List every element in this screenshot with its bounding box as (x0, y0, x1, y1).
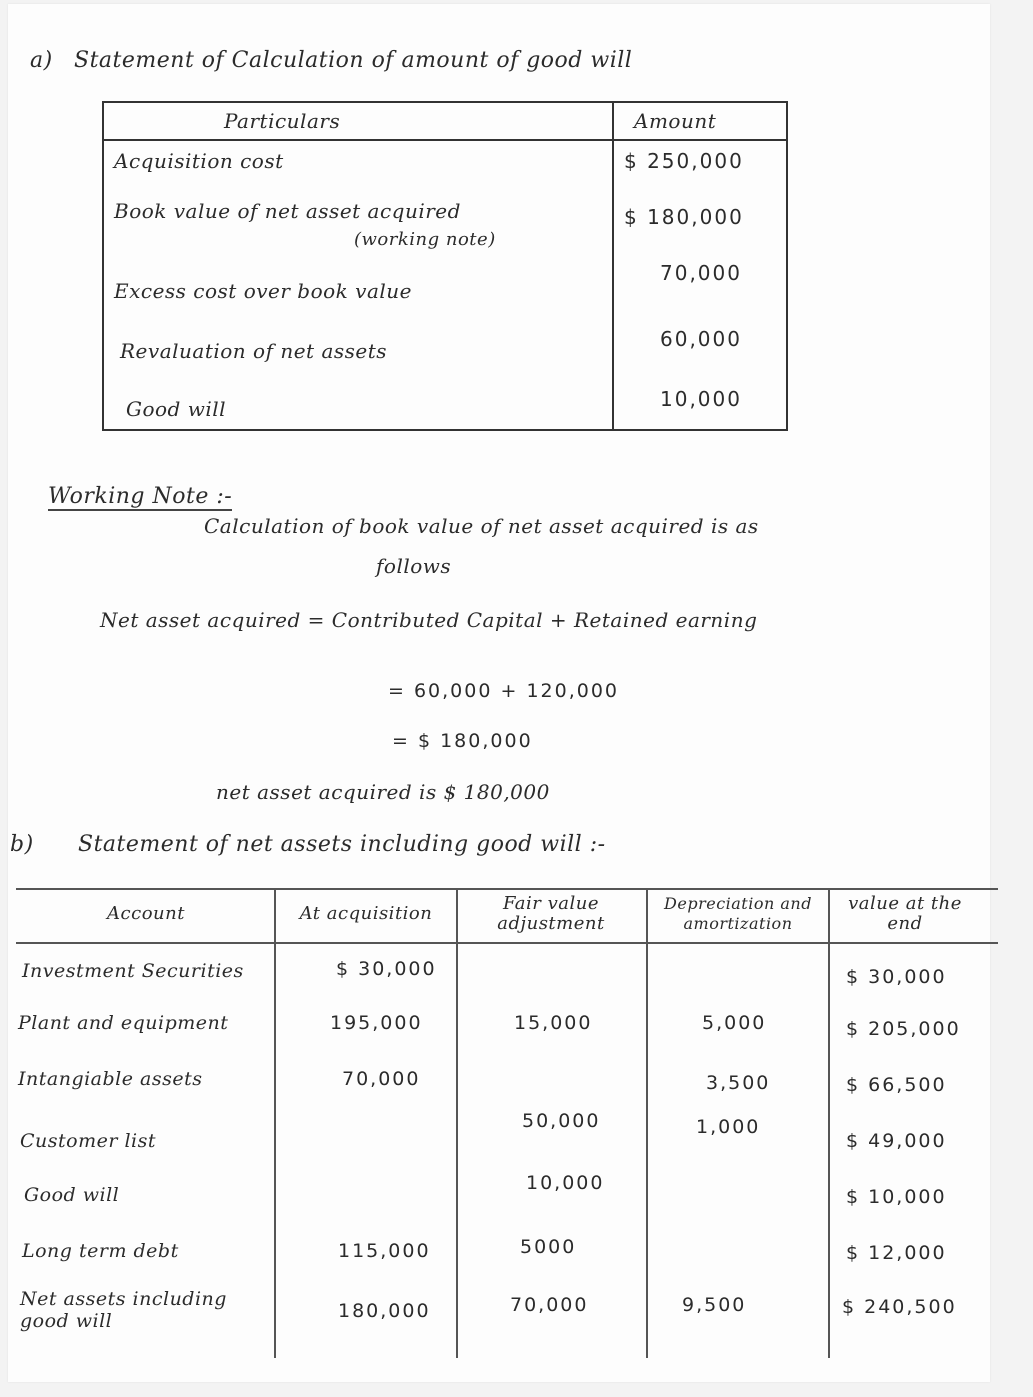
row-particular: Revaluation of net assets (120, 339, 388, 363)
row-end: $ 49,000 (846, 1130, 947, 1152)
row-acq: 115,000 (338, 1240, 431, 1262)
section-a-title: Statement of Calculation of amount of good will (74, 48, 633, 73)
row-end: $ 205,000 (846, 1018, 961, 1040)
row-end: $ 66,500 (846, 1074, 947, 1096)
row-amount: $ 180,000 (624, 205, 744, 229)
header-particulars: Particulars (224, 109, 341, 133)
row-fair: 70,000 (510, 1294, 589, 1316)
row-end: $ 12,000 (846, 1242, 947, 1264)
row-acq: $ 30,000 (336, 958, 437, 980)
row-account: Plant and equipment (18, 1012, 229, 1034)
row-account: Good will (24, 1184, 120, 1206)
row-account: Net assets including good will (20, 1288, 227, 1332)
working-note-step1: = 60,000 + 120,000 (388, 680, 620, 702)
working-note-conclusion: net asset acquired is $ 180,000 (216, 780, 550, 804)
goodwill-table (102, 101, 788, 431)
working-note-line2: follows (376, 554, 452, 578)
row-particular: Good will (126, 397, 227, 421)
header-account: Account (107, 903, 185, 924)
working-note-line1: Calculation of book value of net asset acquired is as (204, 514, 759, 538)
row-account: Customer list (20, 1130, 157, 1152)
row-account: Long term debt (22, 1240, 179, 1262)
row-amount: 60,000 (660, 327, 742, 351)
row-fair: 10,000 (526, 1172, 605, 1194)
row-end: $ 30,000 (846, 966, 947, 988)
row-acq: 70,000 (342, 1068, 421, 1090)
header-depreciation: Depreciation and amortization (664, 894, 812, 933)
section-b-title: Statement of net assets including good will :- (78, 832, 606, 857)
row-end: $ 10,000 (846, 1186, 947, 1208)
header-fair-value: Fair value adjustment (497, 893, 605, 934)
row-acq: 180,000 (338, 1300, 431, 1322)
row-dep: 1,000 (696, 1116, 761, 1138)
header-amount: Amount (634, 109, 717, 133)
row-fair: 5000 (520, 1236, 577, 1258)
net-assets-table (16, 888, 998, 1358)
section-a-label: a) (30, 48, 53, 73)
row-amount: $ 250,000 (624, 149, 744, 173)
row-particular: Book value of net asset acquired (114, 199, 461, 223)
header-value-end: value at the end (848, 893, 962, 934)
working-note-heading: Working Note :- (48, 484, 233, 509)
row-amount: 10,000 (660, 387, 742, 411)
row-note: (working note) (354, 229, 496, 250)
row-account: Investment Securities (22, 960, 244, 982)
row-particular: Acquisition cost (114, 149, 284, 173)
row-end: $ 240,500 (842, 1296, 957, 1318)
row-particular: Excess cost over book value (114, 279, 412, 303)
row-dep: 9,500 (682, 1294, 747, 1316)
row-dep: 3,500 (706, 1072, 771, 1094)
row-fair: 15,000 (514, 1012, 593, 1034)
row-amount: 70,000 (660, 261, 742, 285)
handwritten-sheet (8, 4, 990, 1382)
working-note-step2: = $ 180,000 (392, 730, 533, 752)
section-b-label: b) (10, 832, 34, 857)
row-acq: 195,000 (330, 1012, 423, 1034)
row-account: Intangiable assets (18, 1068, 203, 1090)
row-dep: 5,000 (702, 1012, 767, 1034)
working-note-formula: Net asset acquired = Contributed Capital + Retained earning (100, 608, 758, 632)
header-at-acquisition: At acquisition (299, 903, 433, 924)
row-fair: 50,000 (522, 1110, 601, 1132)
